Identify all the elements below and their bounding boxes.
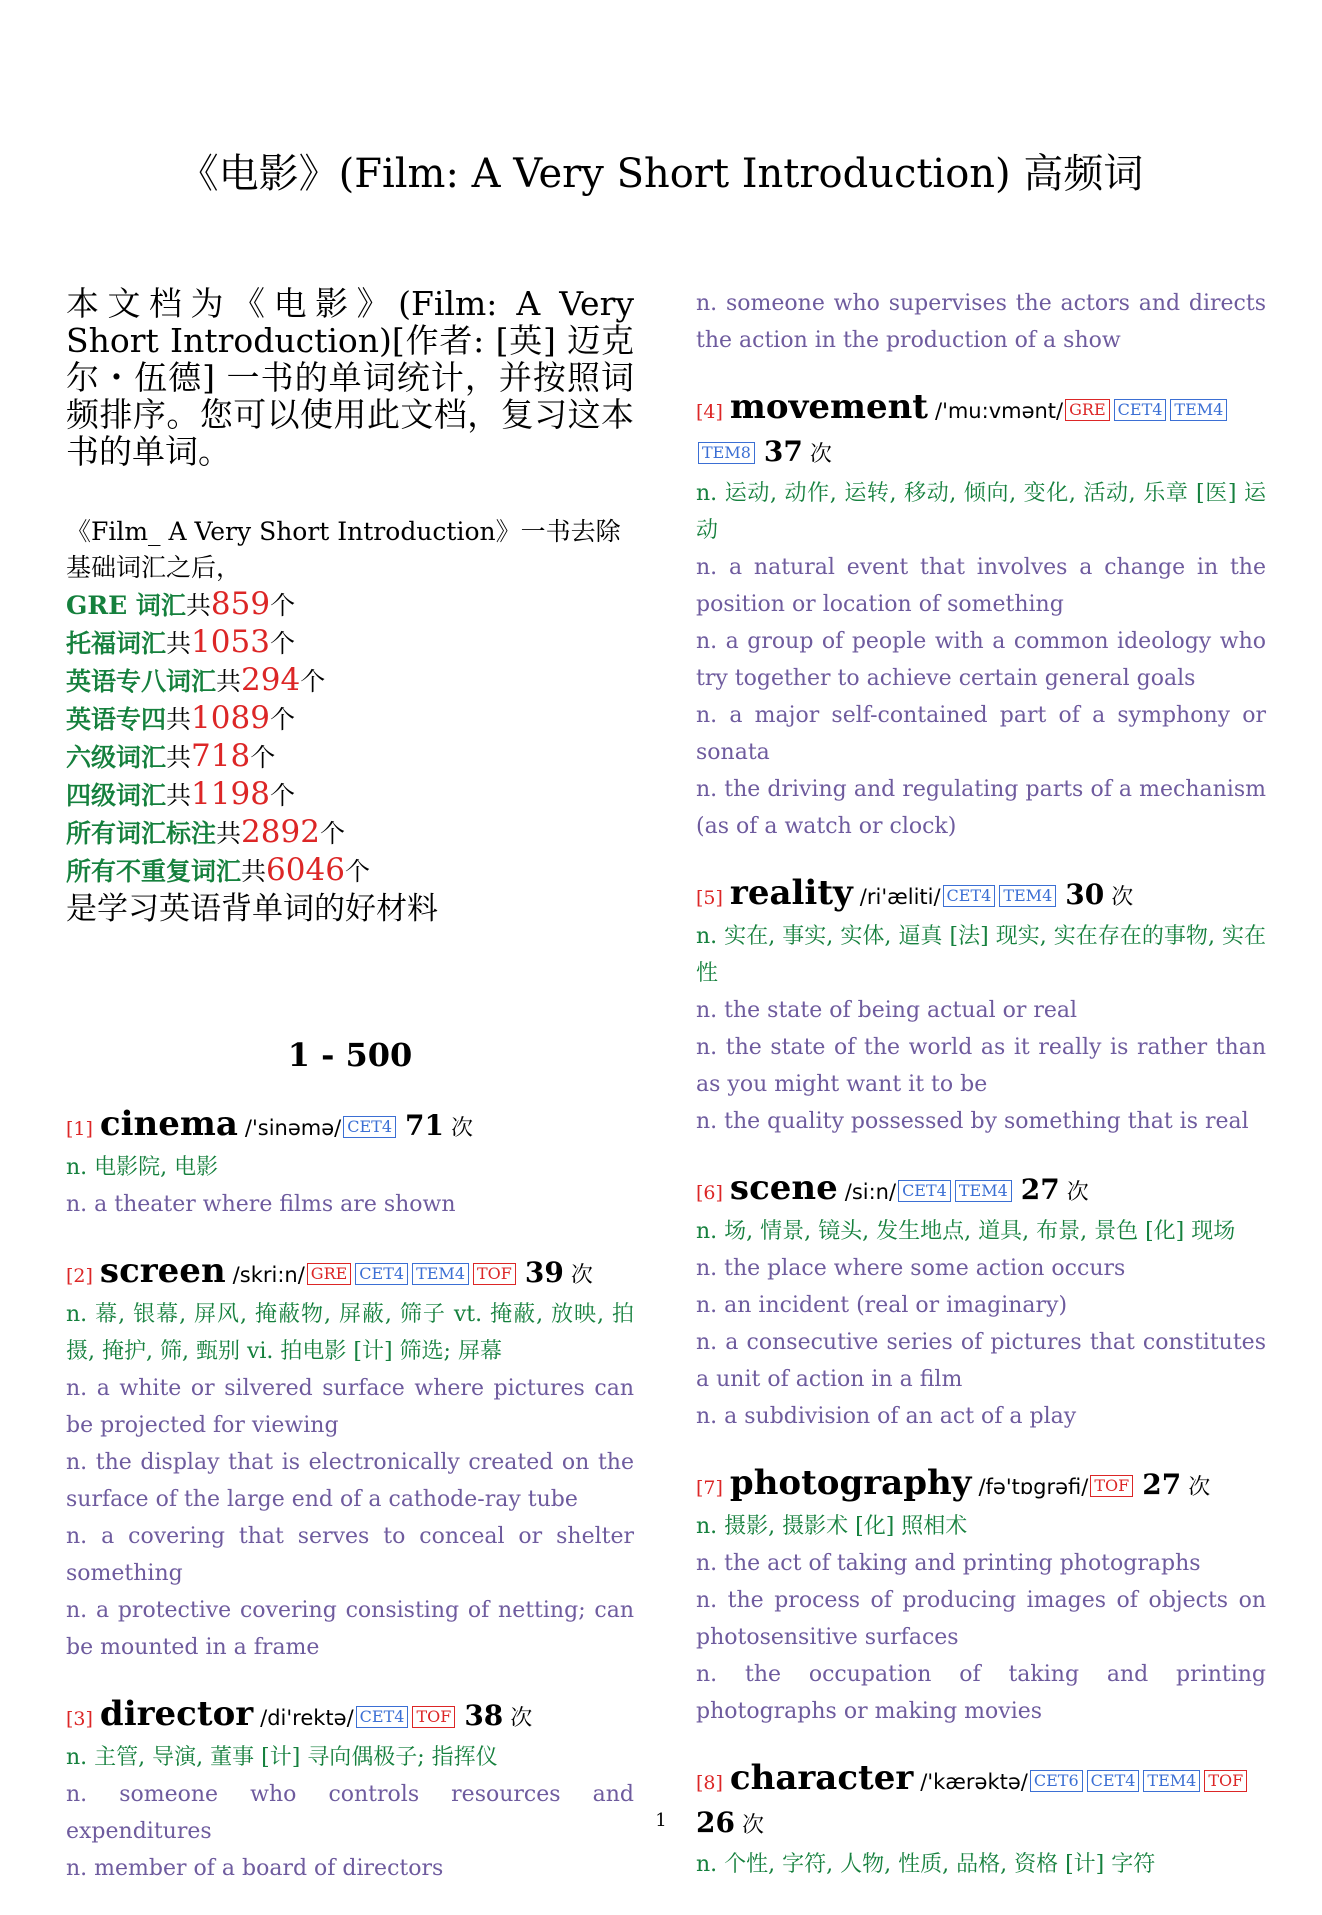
- definition-en: n. a covering that serves to conceal or shelter something: [66, 1524, 634, 1586]
- level-tag: CET4: [943, 885, 996, 907]
- level-tag: GRE: [1065, 399, 1110, 421]
- stat-suffix-ge: 个: [269, 781, 295, 810]
- entry-word: character: [729, 1758, 914, 1798]
- definition-en: n. the act of taking and printing photographs: [696, 1551, 1201, 1576]
- page-title: 《电影》(Film: A Very Short Introduction) 高频词: [178, 151, 1144, 197]
- stat-line: [66, 738, 634, 776]
- entry-headline: [696, 1168, 1266, 1213]
- count-suffix: 次: [1111, 885, 1134, 910]
- stat-value: 2892: [241, 814, 320, 850]
- definition-en: n. someone who supervises the actors and directs the action in the production of a show: [696, 291, 1266, 353]
- level-tag: CET4: [356, 1706, 409, 1728]
- entries-left: [66, 1104, 634, 1887]
- stat-suffix-ge: 个: [269, 629, 295, 658]
- level-tag: TOF: [1204, 1770, 1247, 1792]
- definition-en: n. the display that is electronically created on the surface of the large end of a cathode-ray tube: [66, 1450, 634, 1512]
- stat-label: 英语专八词汇: [66, 667, 217, 696]
- entry-index: [3]: [66, 1708, 93, 1730]
- definition-en: n. the state of being actual or real: [696, 998, 1078, 1023]
- entry-count: 26: [696, 1806, 735, 1839]
- entry-word: movement: [729, 387, 928, 427]
- entry-index: [8]: [696, 1772, 723, 1794]
- stat-suffix-gong: 共: [216, 667, 242, 696]
- definition-en: n. the quality possessed by something that is real: [696, 1109, 1249, 1134]
- definition-en: n. member of a board of directors: [66, 1856, 444, 1881]
- definition-cn: n. 场, 情景, 镜头, 发生地点, 道具, 布景, 景色 [化] 现场: [696, 1219, 1236, 1244]
- stat-label: GRE 词汇: [66, 591, 186, 620]
- definition-en: n. a protective covering consisting of netting; can be mounted in a frame: [66, 1598, 634, 1660]
- count-suffix: 次: [570, 1263, 593, 1288]
- stat-suffix-gong: 共: [166, 743, 192, 772]
- left-column: [66, 285, 634, 1915]
- stat-suffix-gong: 共: [216, 819, 242, 848]
- stat-label: 所有词汇标注: [66, 819, 217, 848]
- entry-word: director: [99, 1694, 254, 1734]
- level-tag: TEM4: [1143, 1770, 1200, 1792]
- entry-phonetic: /'kærəktə/: [920, 1770, 1028, 1794]
- definition-en: n. the state of the world as it really is rather than as you might want it to be: [696, 1035, 1266, 1097]
- entry-word: scene: [729, 1168, 838, 1208]
- entry-index: [5]: [696, 887, 723, 909]
- word-entry: [66, 1251, 634, 1666]
- intro-paragraph: 本文档为《电影》(Film: A Very Short Introduction)[作者: [英] 迈克尔・伍德] 一书的单词统计，并按照词频排序。您可以使用此文档，复习这本书的单词。: [66, 284, 634, 471]
- level-tag: GRE: [307, 1263, 352, 1285]
- stats-list: [66, 586, 634, 890]
- definition-en: n. a natural event that involves a change in the position or location of something: [696, 555, 1266, 617]
- entry-headline: [66, 1104, 634, 1149]
- level-tag: TEM4: [955, 1180, 1012, 1202]
- entry-count: 37: [763, 435, 803, 468]
- entry-word: photography: [729, 1463, 972, 1503]
- stat-line: [66, 662, 634, 700]
- stat-value: 6046: [266, 852, 345, 888]
- stat-line: [66, 852, 634, 890]
- level-tag: CET4: [1087, 1770, 1140, 1792]
- entry-count: 71: [405, 1109, 444, 1142]
- level-tag: CET4: [898, 1180, 951, 1202]
- stat-suffix-gong: 共: [241, 857, 267, 886]
- count-suffix: 次: [1188, 1475, 1211, 1500]
- range-heading: 1 - 500: [287, 1036, 413, 1074]
- closing-line: 是学习英语背单词的好材料: [66, 891, 438, 927]
- stat-label: 四级词汇: [66, 781, 167, 810]
- level-tag: TOF: [412, 1706, 455, 1728]
- entry-phonetic: /'mu:vmənt/: [935, 399, 1064, 423]
- word-entry: [696, 387, 1266, 845]
- entry-phonetic: /fə'tɒgrəfi/: [978, 1475, 1089, 1499]
- definition-cn: n. 电影院, 电影: [66, 1155, 219, 1180]
- entry-index: [7]: [696, 1477, 723, 1499]
- definition-en: n. a subdivision of an act of a play: [696, 1404, 1077, 1429]
- count-suffix: 次: [1066, 1180, 1089, 1205]
- definition-cn: n. 实在, 事实, 实体, 逼真 [法] 现实, 实在存在的事物, 实在性: [696, 924, 1266, 986]
- stats-lead: 《Film_ A Very Short Introduction》一书去除基础词汇之后，: [66, 517, 621, 582]
- entry-count: 27: [1020, 1173, 1060, 1206]
- definition-en: n. a major self-contained part of a symphony or sonata: [696, 703, 1266, 765]
- entry-count: 39: [524, 1256, 564, 1289]
- definition-en: n. the occupation of taking and printing photographs or making movies: [696, 1662, 1266, 1724]
- continued-definitions: [696, 285, 1266, 359]
- definition-en: n. a consecutive series of pictures that constitutes a unit of action in a film: [696, 1330, 1266, 1392]
- level-tag: CET4: [343, 1116, 396, 1138]
- entry-headline: [696, 873, 1266, 918]
- entry-headline: [66, 1694, 634, 1739]
- definition-en: n. a white or silvered surface where pictures can be projected for viewing: [66, 1376, 634, 1438]
- definition-cn: n. 个性, 字符, 人物, 性质, 品格, 资格 [计] 字符: [696, 1852, 1156, 1877]
- stat-suffix-gong: 共: [166, 781, 192, 810]
- stat-value: 1198: [191, 776, 270, 812]
- stat-suffix-ge: 个: [270, 591, 296, 620]
- stat-suffix-ge: 个: [319, 819, 345, 848]
- definition-cn: n. 主管, 导演, 董事 [计] 寻向偶极子; 指挥仪: [66, 1745, 498, 1770]
- level-tag: TOF: [1090, 1475, 1133, 1497]
- definition-cn: n. 幕, 银幕, 屏风, 掩蔽物, 屏蔽, 筛子 vt. 掩蔽, 放映, 拍摄, 掩护, 筛, 甄别 vi. 拍电影 [计] 筛选; 屏幕: [66, 1302, 634, 1364]
- entry-count: 30: [1065, 878, 1105, 911]
- entry-index: [6]: [696, 1182, 723, 1204]
- entry-word: reality: [729, 873, 853, 913]
- word-entry: [66, 1694, 634, 1887]
- stat-suffix-gong: 共: [166, 629, 192, 658]
- entry-word: screen: [99, 1251, 226, 1291]
- definition-en: n. a theater where films are shown: [66, 1192, 456, 1217]
- stat-label: 六级词汇: [66, 743, 167, 772]
- stat-value: 859: [210, 586, 271, 622]
- definition-en: n. the driving and regulating parts of a mechanism (as of a watch or clock): [696, 777, 1266, 839]
- definition-en: n. an incident (real or imaginary): [696, 1293, 1068, 1318]
- entry-phonetic: /si:n/: [844, 1180, 897, 1204]
- stat-label: 所有不重复词汇: [66, 857, 242, 886]
- word-entry: [696, 873, 1266, 1140]
- level-tag: TEM4: [412, 1263, 469, 1285]
- stat-line: [66, 776, 634, 814]
- level-tag: TEM4: [999, 885, 1056, 907]
- stat-line: [66, 814, 634, 852]
- stat-line: [66, 586, 634, 624]
- page-number: 1: [655, 1810, 667, 1831]
- stat-line: [66, 700, 634, 738]
- count-suffix: 次: [741, 1813, 764, 1838]
- level-tag: TOF: [473, 1263, 516, 1285]
- stat-label: 托福词汇: [66, 629, 167, 658]
- definition-en: n. the place where some action occurs: [696, 1256, 1126, 1281]
- entry-count: 27: [1142, 1468, 1182, 1501]
- stat-suffix-ge: 个: [300, 667, 326, 696]
- level-tag: CET6: [1030, 1770, 1083, 1792]
- stat-suffix-ge: 个: [250, 743, 276, 772]
- stat-suffix-ge: 个: [344, 857, 370, 886]
- entry-index: [1]: [66, 1118, 93, 1140]
- stat-label: 英语专四: [66, 705, 167, 734]
- definition-cn: n. 摄影, 摄影术 [化] 照相术: [696, 1514, 968, 1539]
- stat-suffix-ge: 个: [269, 705, 295, 734]
- stat-value: 718: [191, 738, 251, 774]
- entry-headline: [66, 1251, 634, 1296]
- definition-en: n. someone who controls resources and expenditures: [66, 1782, 634, 1844]
- stat-line: [66, 624, 634, 662]
- definition-cn: n. 运动, 动作, 运转, 移动, 倾向, 变化, 活动, 乐章 [医] 运动: [696, 481, 1266, 543]
- entry-phonetic: /ri'æliti/: [859, 885, 941, 909]
- entry-headline: [696, 1463, 1266, 1508]
- entry-headline: [696, 387, 1266, 475]
- count-suffix: 次: [809, 442, 832, 467]
- entries-right: [696, 387, 1266, 1883]
- word-entry: [696, 1168, 1266, 1435]
- entry-headline: [696, 1758, 1266, 1846]
- right-column: [696, 285, 1266, 1911]
- entry-phonetic: /di'rektə/: [260, 1706, 354, 1730]
- definition-en: n. a group of people with a common ideology who try together to achieve certain general goals: [696, 629, 1266, 691]
- level-tag: CET4: [355, 1263, 408, 1285]
- word-entry: [696, 1463, 1266, 1730]
- definition-en: n. the process of producing images of objects on photosensitive surfaces: [696, 1588, 1266, 1650]
- entry-index: [4]: [696, 401, 723, 423]
- word-entry: [66, 1104, 634, 1223]
- entry-index: [2]: [66, 1265, 93, 1287]
- stat-value: 1053: [191, 624, 270, 660]
- stat-suffix-gong: 共: [166, 705, 192, 734]
- entry-count: 38: [464, 1699, 504, 1732]
- level-tag: CET4: [1114, 399, 1167, 421]
- entry-word: cinema: [99, 1104, 238, 1144]
- level-tag: TEM8: [698, 442, 755, 464]
- level-tag: TEM4: [1170, 399, 1227, 421]
- stat-suffix-gong: 共: [185, 591, 211, 620]
- entry-phonetic: /'sinəmə/: [244, 1116, 342, 1140]
- stat-value: 294: [241, 662, 301, 698]
- count-suffix: 次: [450, 1116, 473, 1141]
- entry-phonetic: /skri:n/: [232, 1263, 305, 1287]
- count-suffix: 次: [510, 1706, 533, 1731]
- stat-value: 1089: [191, 700, 270, 736]
